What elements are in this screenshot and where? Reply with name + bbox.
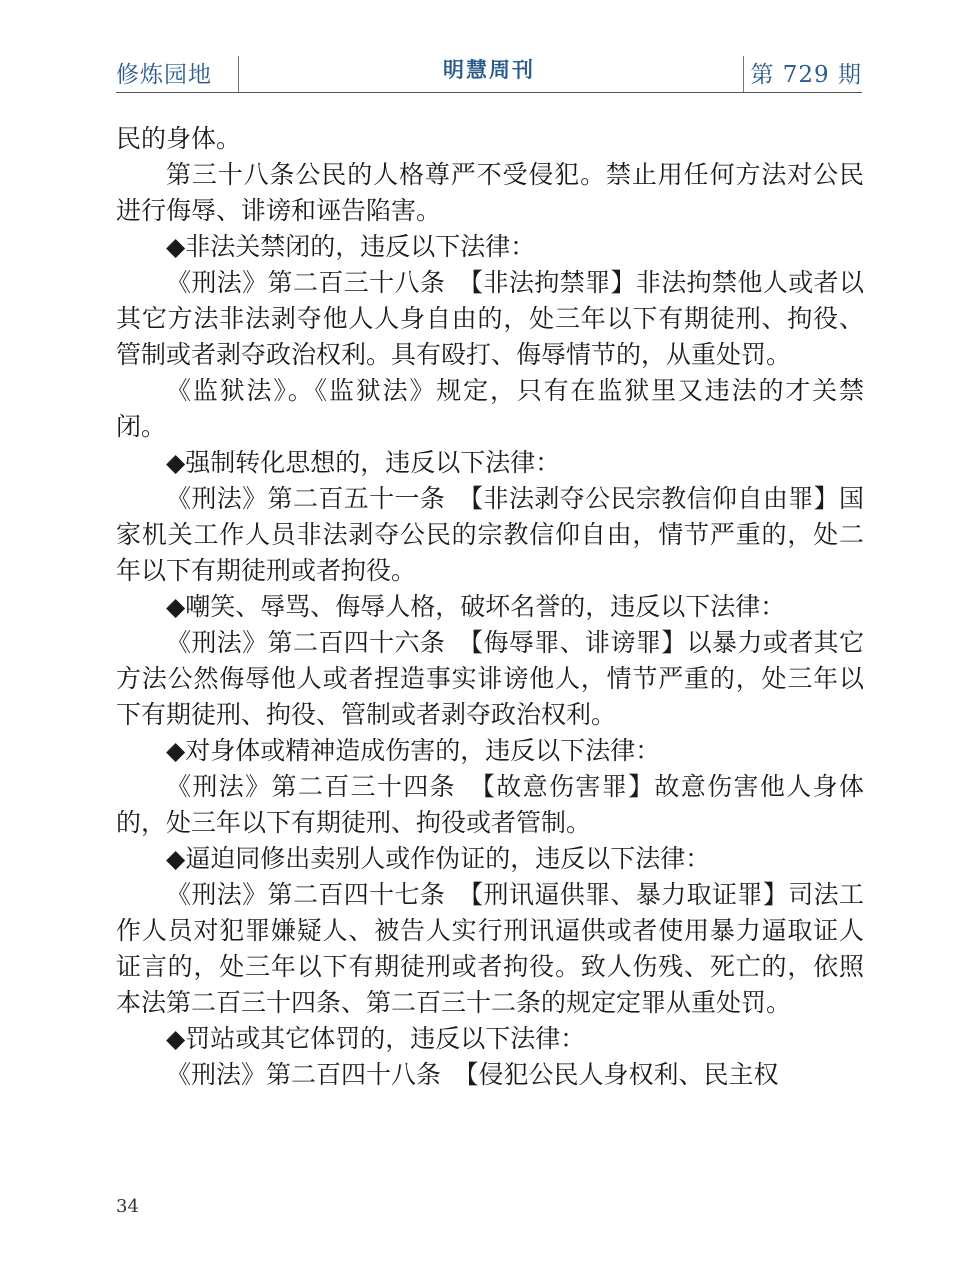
bullet-heading: ◆嘲笑、辱骂、侮辱人格，破坏名誉的，违反以下法律： [166,592,786,621]
header-divider-right [743,56,744,92]
bullet-heading: ◆对身体或精神造成伤害的，违反以下法律： [166,736,661,765]
bullet-heading: ◆非法关禁闭的，违反以下法律： [166,232,536,261]
bullet-heading: ◆罚站或其它体罚的，违反以下法律： [166,1024,586,1053]
paragraph: 民的身体。 [116,124,242,153]
page-number: 34 [116,1196,139,1217]
paragraph: 第三十八条公民的人格尊严不受侵犯。禁止用任何方法对公民进行侮辱、诽谤和诬告陷害。 [116,160,864,225]
section-title: 修炼园地 [116,62,212,88]
publication-title: 明慧周刊 [443,58,535,82]
paragraph: 《刑法》第二百五十一条 【非法剥夺公民宗教信仰自由罪】国家机关工作人员非法剥夺公民的宗教信仰自由，情节严重的，处二年以下有期徒刑或者拘役。 [116,484,864,585]
paragraph: 《刑法》第二百四十六条 【侮辱罪、诽谤罪】以暴力或者其它方法公然侮辱他人或者捏造事实诽谤他人，情节严重的，处三年以下有期徒刑、拘役、管制或者剥夺政治权利。 [116,628,864,729]
paragraph: 《监狱法》。《监狱法》规定，只有在监狱里又违法的才关禁闭。 [116,376,864,441]
article-body [116,121,864,1093]
paragraph: 《刑法》第二百三十四条 【故意伤害罪】故意伤害他人身体的，处三年以下有期徒刑、拘役或者管制。 [116,772,864,837]
issue-number: 第 729 期 [750,62,862,88]
paragraph: 《刑法》第二百三十八条 【非法拘禁罪】非法拘禁他人或者以其它方法非法剥夺他人人身自由的，处三年以下有期徒刑、拘役、管制或者剥夺政治权利。具有殴打、侮辱情节的，从重处罚。 [116,268,864,369]
paragraph: 《刑法》第二百四十八条 【侵犯公民人身权利、民主权 [166,1060,779,1089]
bullet-heading: ◆逼迫同修出卖别人或作伪证的，违反以下法律： [166,844,711,873]
paragraph: 《刑法》第二百四十七条 【刑讯逼供罪、暴力取证罪】司法工作人员对犯罪嫌疑人、被告人实行刑讯逼供或者使用暴力逼取证人证言的，处三年以下有期徒刑或者拘役。致人伤残、死亡的，依照本法第二百三十四条、第二百三十二条的规定定罪从重处罚。 [116,880,864,1017]
page-header [116,52,862,93]
bullet-heading: ◆强制转化思想的，违反以下法律： [166,448,561,477]
